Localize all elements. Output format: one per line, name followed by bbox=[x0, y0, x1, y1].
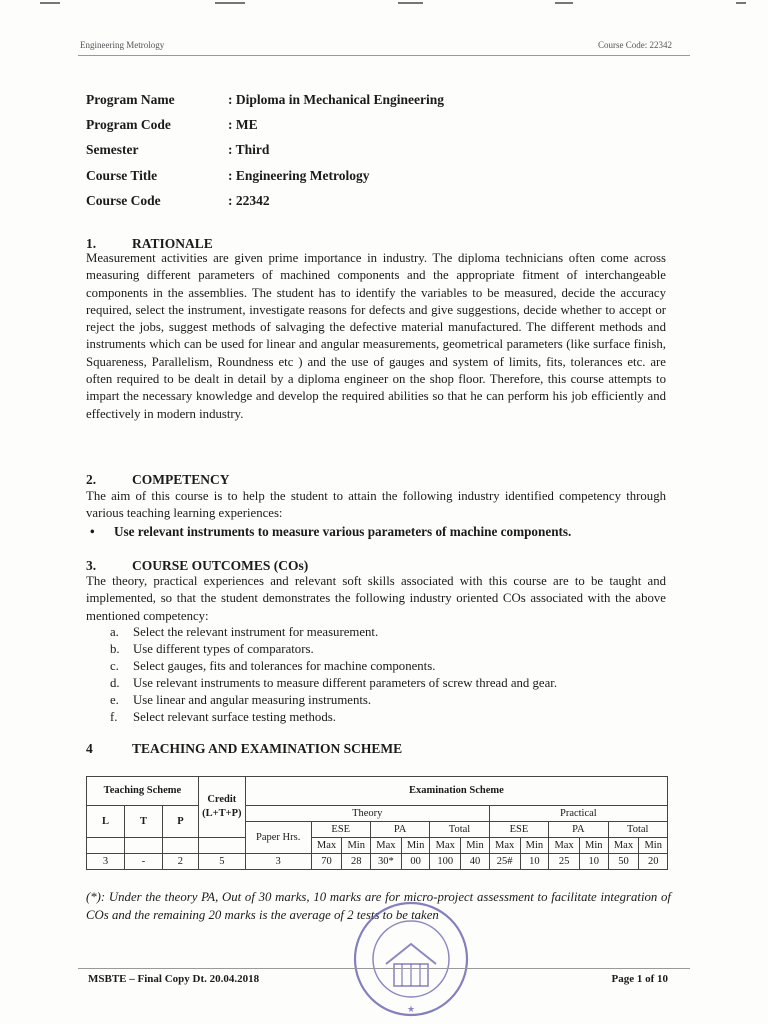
practical-total-header: Total bbox=[608, 822, 668, 838]
svg-text:★: ★ bbox=[406, 1005, 416, 1015]
table-cell: 28 bbox=[342, 854, 370, 870]
section-scheme-heading bbox=[86, 741, 402, 757]
program-info bbox=[86, 92, 444, 218]
table-cell: 70 bbox=[311, 854, 342, 870]
practical-pa-header: PA bbox=[549, 822, 608, 838]
item-text: Select the relevant instrument for measurement. bbox=[133, 625, 379, 639]
practical-header: Practical bbox=[489, 806, 667, 822]
item-text: Select relevant surface testing methods. bbox=[133, 710, 336, 724]
section-number: 1. bbox=[86, 236, 97, 251]
section-title: COURSE OUTCOMES (COs) bbox=[132, 558, 309, 573]
section-title: TEACHING AND EXAMINATION SCHEME bbox=[132, 741, 403, 756]
min-header: Min bbox=[342, 838, 370, 854]
blank-cell bbox=[87, 838, 125, 854]
theory-total-header: Total bbox=[430, 822, 489, 838]
table-cell: 2 bbox=[163, 854, 199, 870]
table-cell: 10 bbox=[580, 854, 608, 870]
header-course-title: Engineering Metrology bbox=[80, 40, 165, 50]
section-number: 3. bbox=[86, 558, 97, 573]
min-header: Min bbox=[401, 838, 429, 854]
info-row bbox=[86, 193, 444, 218]
competency-bullet bbox=[90, 524, 571, 540]
info-label: Course Title bbox=[86, 167, 158, 183]
section-title: RATIONALE bbox=[132, 236, 213, 251]
teaching-examination-scheme-table bbox=[86, 776, 668, 870]
list-item bbox=[110, 659, 557, 676]
max-header: Max bbox=[430, 838, 461, 854]
table-cell: 25 bbox=[549, 854, 580, 870]
table-cell: 10 bbox=[520, 854, 548, 870]
table-cell: - bbox=[125, 854, 163, 870]
footer-rule bbox=[78, 968, 690, 969]
competency-statement: Use relevant instruments to measure various parameters of machine components. bbox=[114, 524, 572, 539]
table-cell: 25# bbox=[489, 854, 520, 870]
practical-ese-header: ESE bbox=[489, 822, 548, 838]
info-value: : Diploma in Mechanical Engineering bbox=[228, 92, 444, 107]
max-header: Max bbox=[489, 838, 520, 854]
theory-ese-header: ESE bbox=[311, 822, 370, 838]
list-item bbox=[110, 642, 557, 659]
list-item bbox=[110, 710, 557, 727]
theory-pa-header: PA bbox=[370, 822, 429, 838]
paper-hrs-header: Paper Hrs. bbox=[245, 822, 311, 854]
blank-cell bbox=[163, 838, 199, 854]
min-header: Min bbox=[580, 838, 608, 854]
section-course-outcomes-heading bbox=[86, 558, 308, 574]
bullet-icon: • bbox=[90, 524, 95, 539]
col-t: T bbox=[125, 806, 163, 838]
info-label: Course Code bbox=[86, 192, 161, 208]
footer-page-number: Page 1 of 10 bbox=[611, 973, 668, 985]
table-cell: 20 bbox=[639, 854, 668, 870]
min-header: Min bbox=[461, 838, 489, 854]
item-text: Use different types of comparators. bbox=[133, 642, 314, 656]
table-cell: 00 bbox=[401, 854, 429, 870]
item-letter: f. bbox=[110, 710, 118, 724]
table-row bbox=[87, 854, 668, 870]
course-outcomes-text: The theory, practical experiences and relevant soft skills associated with this course are to be taught and implemented, so that the student demonstrates the following industry oriented COs associated with the above mentioned competency: bbox=[86, 574, 666, 623]
section-number: 4 bbox=[86, 741, 93, 756]
item-text: Use linear and angular measuring instruments. bbox=[133, 693, 372, 707]
course-outcomes-list bbox=[110, 625, 557, 727]
table-cell: 3 bbox=[245, 854, 311, 870]
section-number: 2. bbox=[86, 472, 97, 487]
max-header: Max bbox=[311, 838, 342, 854]
table-cell: 5 bbox=[198, 854, 245, 870]
info-row bbox=[86, 117, 444, 142]
item-text: Select gauges, fits and tolerances for machine components. bbox=[133, 659, 436, 673]
blank-cell bbox=[198, 838, 245, 854]
blank-cell bbox=[125, 838, 163, 854]
item-letter: e. bbox=[110, 693, 119, 707]
competency-text: The aim of this course is to help the student to attain the following industry identified competency through various teaching learning experiences: bbox=[86, 489, 666, 521]
list-item bbox=[110, 693, 557, 710]
table-cell: 100 bbox=[430, 854, 461, 870]
board-seal-stamp-icon bbox=[352, 900, 470, 1018]
info-row bbox=[86, 142, 444, 167]
item-letter: a. bbox=[110, 625, 119, 639]
info-row bbox=[86, 92, 444, 117]
info-row bbox=[86, 168, 444, 193]
min-header: Min bbox=[520, 838, 548, 854]
credit-header: Credit (L+T+P) bbox=[198, 777, 245, 838]
info-value: : Third bbox=[228, 142, 270, 158]
section-competency-heading bbox=[86, 472, 230, 488]
min-header: Min bbox=[639, 838, 668, 854]
table-cell: 30* bbox=[370, 854, 401, 870]
footer-copy-date: MSBTE – Final Copy Dt. 20.04.2018 bbox=[88, 973, 260, 985]
theory-pa-note: (*): Under the theory PA, Out of 30 marks, 10 marks are for micro-project assessment to facilitate integration of COs and the remaining 20 marks is the average of 2 tests to be taken bbox=[86, 890, 671, 922]
col-l: L bbox=[87, 806, 125, 838]
table-cell: 40 bbox=[461, 854, 489, 870]
info-value: : ME bbox=[228, 117, 258, 133]
info-value: : Engineering Metrology bbox=[228, 167, 370, 183]
theory-header: Theory bbox=[245, 806, 489, 822]
section-title: COMPETENCY bbox=[132, 472, 230, 487]
header-course-code: Course Code: 22342 bbox=[598, 40, 672, 50]
item-letter: c. bbox=[110, 659, 119, 673]
info-label: Program Code bbox=[86, 117, 171, 133]
info-label: Semester bbox=[86, 142, 139, 158]
list-item bbox=[110, 676, 557, 693]
max-header: Max bbox=[608, 838, 639, 854]
table-cell: 3 bbox=[87, 854, 125, 870]
col-p: P bbox=[163, 806, 199, 838]
rationale-text: Measurement activities are given prime importance in industry. The diploma technicians often come across measuring different parameters of machined components and the appropriate fitment of interchangeable components in the assemblies. The student has to identify the variables to be measured, decide the accuracy required, select the instrument, investigate reasons for defects and give suggestions, decide whether to accept or reject the jobs, suggest methods of salvaging the defective material manufactured. The different methods and instruments which can be used for linear and angular measurements, geometrical parameters (like surface finish, Squareness, Parallelism, Roundness etc ) and the use of gauges and system of limits, fits, tolerances etc. are often required to be dealt in detail by a diploma engineer on the shop floor. Therefore, this course attempts to impart the necessary knowledge and develop the required abilities so that he can perform his job efficiently and effectively in modern industry. bbox=[86, 251, 666, 421]
list-item bbox=[110, 625, 557, 642]
examination-scheme-header: Examination Scheme bbox=[245, 777, 667, 806]
header-rule bbox=[78, 55, 690, 56]
item-letter: d. bbox=[110, 676, 120, 690]
max-header: Max bbox=[370, 838, 401, 854]
item-letter: b. bbox=[110, 642, 120, 656]
teaching-scheme-header: Teaching Scheme bbox=[87, 777, 199, 806]
info-label: Program Name bbox=[86, 92, 175, 107]
info-value: : 22342 bbox=[228, 192, 270, 208]
item-text: Use relevant instruments to measure different parameters of screw thread and gear. bbox=[133, 676, 558, 690]
max-header: Max bbox=[549, 838, 580, 854]
table-cell: 50 bbox=[608, 854, 639, 870]
